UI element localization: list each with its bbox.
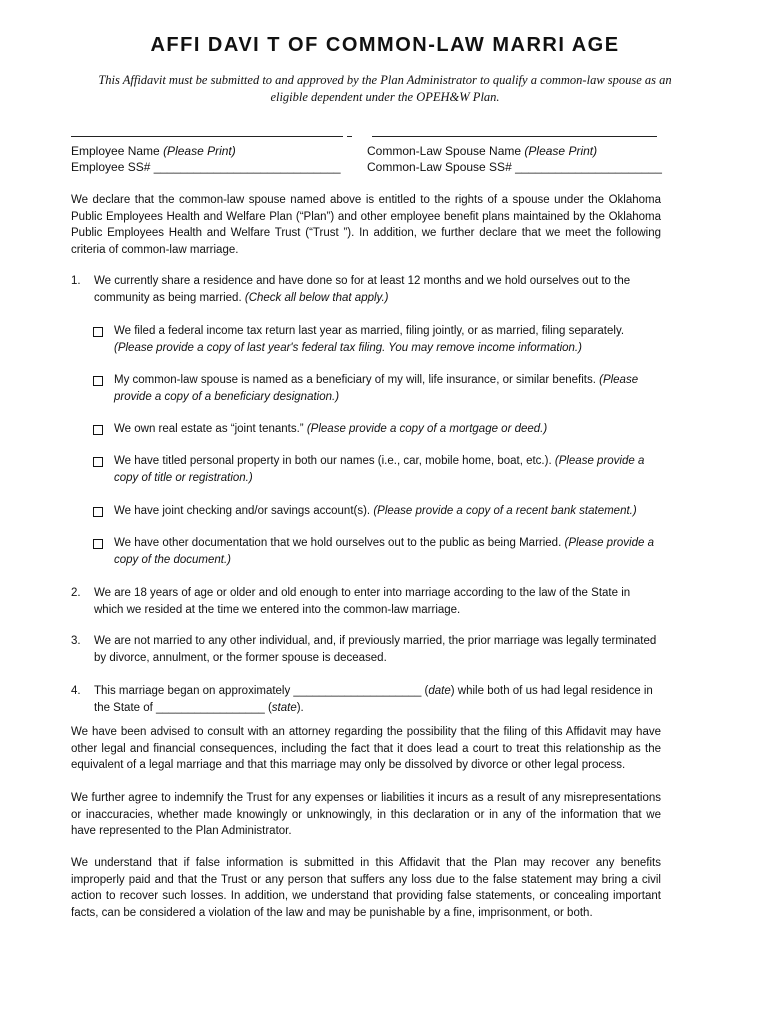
checkbox-text: We own real estate as “joint tenants.” (Please provide a copy of a mortgage or deed.) — [114, 423, 548, 435]
checkbox-beneficiary[interactable] — [93, 376, 103, 386]
checkbox-text: We have titled personal property in both our names (i.e., car, mobile home, boat, etc.). (Please provide a copy of title or registration.) — [114, 455, 645, 484]
employee-name-label: Employee Name (Please Print) — [71, 144, 236, 158]
checkbox-tax-return[interactable] — [93, 327, 103, 337]
item-4-text: This marriage began on approximately ____________________ (date) while both of us had legal residence in the State of _________________ (state). — [94, 685, 653, 714]
item-3-text: We are not married to any other individual, and, if previously married, the prior marriage was legally terminated by divorce, annulment, or the former spouse is deceased. — [94, 635, 657, 664]
checkbox-titled-property[interactable] — [93, 457, 103, 467]
checkbox-text: We filed a federal income tax return last year as married, filing jointly, or as married, filing separately.(Please provide a copy of last year's federal tax filing. You may remove income information.) — [114, 325, 625, 354]
closing-paragraph-attorney: We have been advised to consult with an attorney regarding the possibility that the filing of this Affidavit may have other legal and financial consequences, including the fact that it does lead a court to treat this relationship as the equivalent of a legal marriage and that this marriage may only be dissolved by divorce or other legal process. — [71, 726, 661, 771]
item-number: 1. — [71, 275, 81, 287]
employee-name-line[interactable] — [71, 136, 343, 137]
intro-paragraph: We declare that the common-law spouse named above is entitled to the rights of a spouse under the Oklahoma Public Employees Health and Welfare Plan (“Plan”) and other employee benefit plans maintained by the Oklahoma Public Employees Health and Welfare Trust (“Trust ”). In addition, we further declare that we meet the following criteria of common-law marriage. — [71, 194, 661, 256]
checkbox-text: We have other documentation that we hold ourselves out to the public as being Married. (Please provide a copy of the document.) — [114, 537, 654, 566]
closing-paragraph-false-info: We understand that if false information is submitted in this Affidavit that the Plan may recover any benefits improperly paid and that the Trust or any person that suffers any loss due to the false statement may bring a civil action to recover such losses. In addition, we understand that providing false statements, or concealing important facts, can be considered a violation of the law and may be punishable by a fine, imprisonment, or both. — [71, 857, 661, 919]
spouse-ss-field[interactable]: Common-Law Spouse SS# ______________________ — [367, 160, 662, 174]
checkbox-joint-account[interactable] — [93, 507, 103, 517]
checkbox-real-estate[interactable] — [93, 425, 103, 435]
item-number: 3. — [71, 635, 81, 647]
item-number: 4. — [71, 685, 81, 697]
spouse-name-label: Common-Law Spouse Name (Please Print) — [367, 144, 598, 158]
item-number: 2. — [71, 587, 81, 599]
checkbox-text: We have joint checking and/or savings account(s). (Please provide a copy of a recent bank statement.) — [114, 505, 637, 517]
employee-ss-field[interactable]: Employee SS# ____________________________ — [71, 160, 341, 174]
closing-paragraph-indemnify: We further agree to indemnify the Trust for any expenses or liabilities it incurs as a result of any misrepresentations or inaccuracies, whether made knowingly or unknowingly, in this declaration or in any of the information that we have represented to the Plan Administrator. — [71, 792, 661, 837]
separator-dash — [347, 136, 352, 137]
spouse-name-line[interactable] — [372, 136, 657, 137]
document-title: AFFI DAVI T OF COMMON-LAW MARRI AGE — [150, 34, 620, 56]
document-subtitle: This Affidavit must be submitted to and approved by the Plan Administrator to qualify a common-law spouse as an eligible dependent under the OPEH&W Plan. — [98, 73, 672, 104]
checkbox-text: My common-law spouse is named as a beneficiary of my will, life insurance, or similar benefits. (Please provide a copy of a beneficiary designation.) — [114, 374, 639, 403]
item-2-text: We are 18 years of age or older and old enough to enter into marriage according to the law of the State in which we resided at the time we entered into the common-law marriage. — [94, 587, 631, 616]
item-1-text: We currently share a residence and have done so for at least 12 months and we hold ourselves out to the community as being married. (Check all below that apply.) — [94, 275, 631, 304]
checkbox-other-documentation[interactable] — [93, 539, 103, 549]
